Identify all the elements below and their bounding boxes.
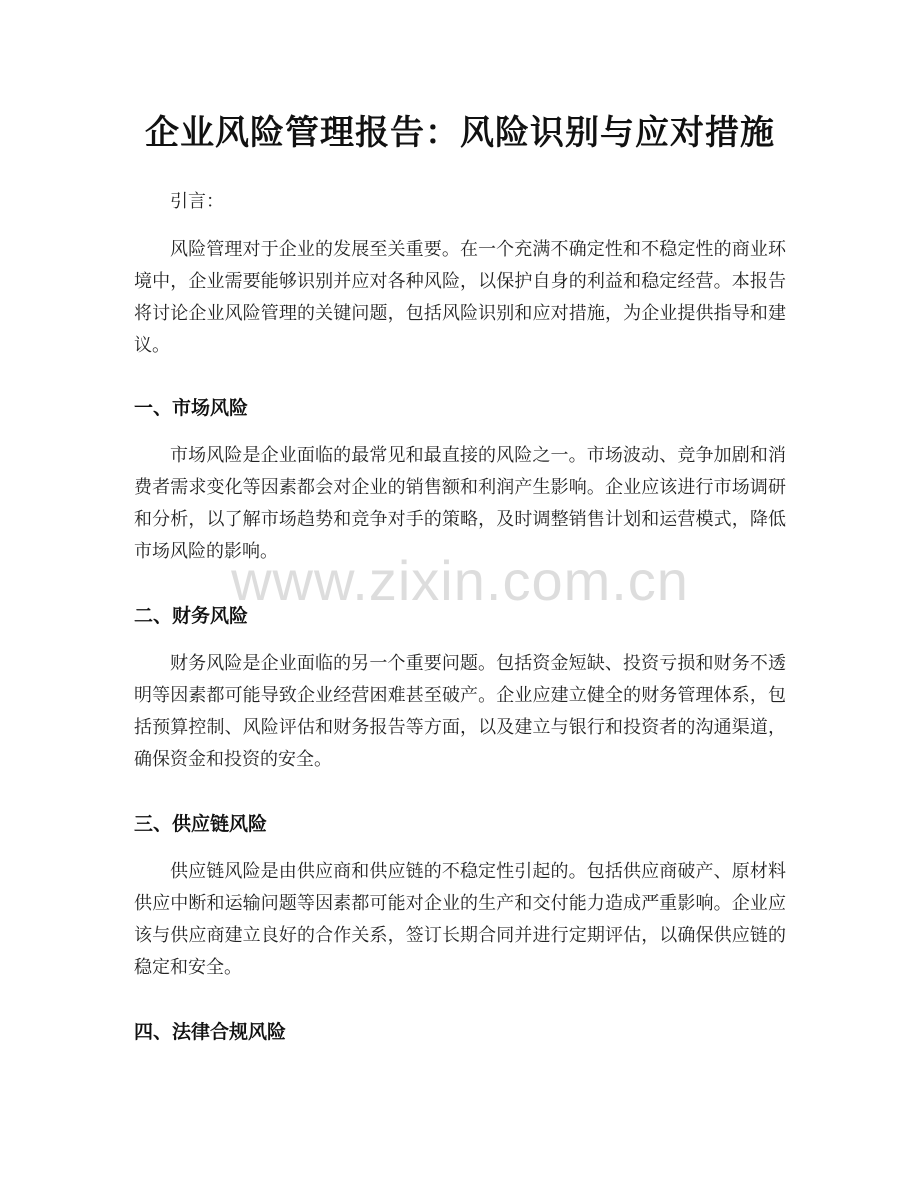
section-heading-market-risk: 一、市场风险 bbox=[134, 397, 249, 419]
section-paragraph-supply-chain-risk: 供应链风险是由供应商和供应链的不稳定性引起的。包括供应商破产、原材料供应中断和运输问题等因素都可能对企业的生产和交付能力造成严重影响。企业应该与供应商建立良好的合作关系，签订长期合同并进行定期评估，以确保供应链的稳定和安全。 bbox=[134, 861, 786, 978]
section-paragraph-financial-risk: 财务风险是企业面临的另一个重要问题。包括资金短缺、投资亏损和财务不透明等因素都可能导致企业经营困难甚至破产。企业应建立健全的财务管理体系，包括预算控制、风险评估和财务报告等方面，以及建立与银行和投资者的沟通渠道，确保资金和投资的安全。 bbox=[134, 653, 786, 770]
section-heading-financial-risk: 二、财务风险 bbox=[134, 605, 249, 627]
section-paragraph-market-risk: 市场风险是企业面临的最常见和最直接的风险之一。市场波动、竞争加剧和消费者需求变化等因素都会对企业的销售额和利润产生影响。企业应该进行市场调研和分析，以了解市场趋势和竞争对手的策略，及时调整销售计划和运营模式，降低市场风险的影响。 bbox=[134, 445, 786, 562]
section-heading-legal-compliance-risk: 四、法律合规风险 bbox=[134, 1021, 287, 1043]
intro-label: 引言： bbox=[170, 191, 224, 212]
watermark: www.zixin.com.cn bbox=[231, 549, 689, 612]
section-heading-supply-chain-risk: 三、供应链风险 bbox=[134, 813, 268, 835]
document-title: 企业风险管理报告：风险识别与应对措施 bbox=[145, 113, 775, 153]
intro-paragraph: 风险管理对于企业的发展至关重要。在一个充满不确定性和不稳定性的商业环境中，企业需要能够识别并应对各种风险，以保护自身的利益和稳定经营。本报告将讨论企业风险管理的关键问题，包括风险识别和应对措施，为企业提供指导和建议。 bbox=[134, 239, 786, 356]
